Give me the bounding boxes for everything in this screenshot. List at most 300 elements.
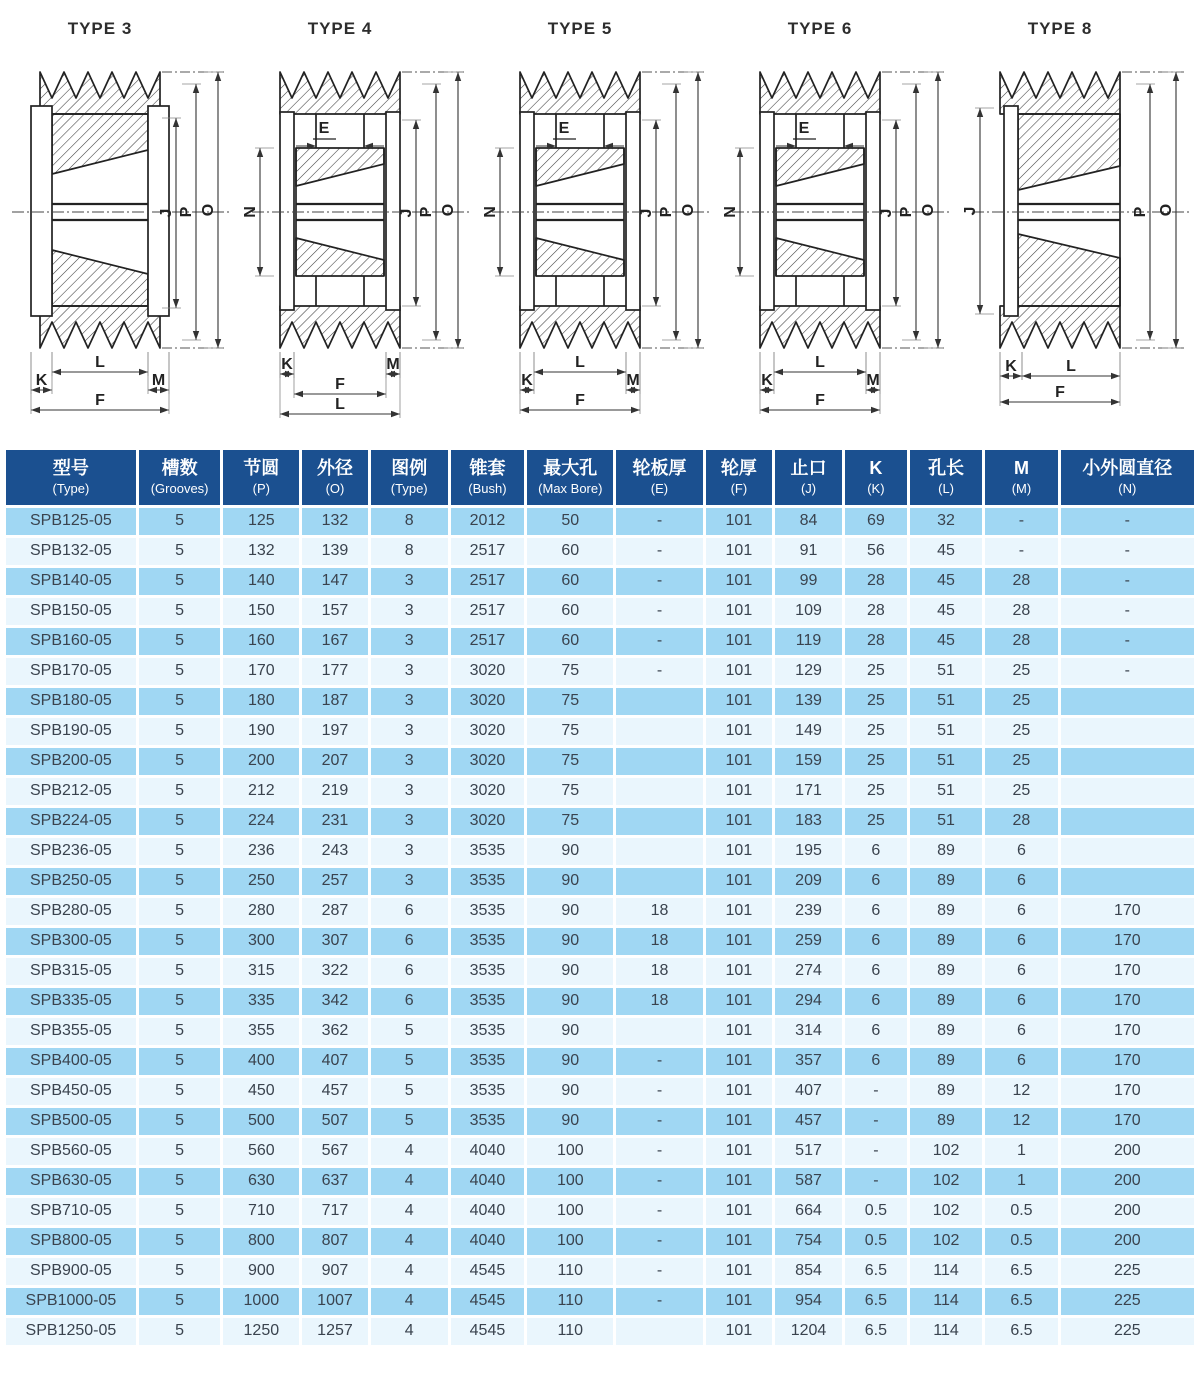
cell-web-thickness-e: - — [616, 1138, 702, 1165]
cell-bush: 4545 — [451, 1318, 525, 1345]
cell-pitch-diameter: 1250 — [223, 1318, 299, 1345]
cell-grooves: 5 — [139, 748, 221, 775]
cell-web-thickness-e: - — [616, 598, 702, 625]
cell-bush: 4040 — [451, 1198, 525, 1225]
dimension-label-F: F — [95, 392, 105, 409]
cell-spigot-j: 91 — [775, 538, 842, 565]
cell-bush: 2517 — [451, 568, 525, 595]
cell-grooves: 5 — [139, 508, 221, 535]
dimension-label-L: L — [95, 354, 105, 371]
cell-grooves: 5 — [139, 658, 221, 685]
col-header-cn: 孔长 — [928, 458, 965, 478]
dimension-label-O: O — [1158, 203, 1175, 217]
cell-k: - — [845, 1138, 907, 1165]
cell-web-thickness-e: 18 — [616, 898, 702, 925]
col-header-cn: 锥套 — [469, 458, 506, 478]
cell-web-thickness-e: - — [616, 538, 702, 565]
dimension-label-E: E — [558, 120, 570, 137]
cell-wheel-width-f: 101 — [706, 1108, 773, 1135]
cell-type: SPB132-05 — [6, 538, 136, 565]
cell-pitch-diameter: 224 — [223, 808, 299, 835]
cell-bore-length-l: 89 — [910, 868, 982, 895]
cell-outer-diameter: 907 — [302, 1258, 367, 1285]
cell-type: SPB140-05 — [6, 568, 136, 595]
cell-k: 25 — [845, 808, 907, 835]
cell-outer-diameter: 243 — [302, 838, 367, 865]
cell-web-thickness-e: - — [616, 508, 702, 535]
cell-grooves: 5 — [139, 598, 221, 625]
cell-max-bore: 75 — [527, 718, 613, 745]
cell-max-bore: 100 — [527, 1138, 613, 1165]
pulley-drawing-svg — [0, 0, 240, 440]
col-header-cn: M — [1013, 458, 1029, 478]
cell-bush: 3535 — [451, 898, 525, 925]
cell-web-thickness-e — [616, 1318, 702, 1345]
cell-bush: 3020 — [451, 808, 525, 835]
cell-m: 0.5 — [985, 1198, 1057, 1225]
cell-bore-length-l: 89 — [910, 958, 982, 985]
cell-outer-diameter: 147 — [302, 568, 367, 595]
cell-spigot-j: 109 — [775, 598, 842, 625]
table-row — [6, 778, 1194, 805]
diagram-title: TYPE 4 — [307, 19, 373, 38]
diagram-type-5 — [480, 0, 720, 445]
cell-figure-type: 4 — [371, 1258, 448, 1285]
dimension-label-M: M — [866, 372, 880, 389]
cell-spigot-j: 84 — [775, 508, 842, 535]
cell-web-thickness-e — [616, 808, 702, 835]
cell-pitch-diameter: 170 — [223, 658, 299, 685]
cell-spigot-j: 587 — [775, 1168, 842, 1195]
dimension-label-O: O — [920, 203, 937, 217]
col-header-m — [985, 450, 1057, 505]
cell-max-bore: 90 — [527, 988, 613, 1015]
cell-bush: 3535 — [451, 1078, 525, 1105]
cell-wheel-width-f: 101 — [706, 688, 773, 715]
cell-small-od-n: 170 — [1061, 1048, 1194, 1075]
cell-m: 0.5 — [985, 1228, 1057, 1255]
cell-grooves: 5 — [139, 868, 221, 895]
cell-wheel-width-f: 101 — [706, 958, 773, 985]
col-header-en: (Bush) — [468, 480, 507, 496]
cell-bush: 3535 — [451, 838, 525, 865]
cell-web-thickness-e — [616, 748, 702, 775]
cell-type: SPB315-05 — [6, 958, 136, 985]
pulley-drawing-svg — [480, 0, 720, 440]
cell-grooves: 5 — [139, 628, 221, 655]
cell-max-bore: 110 — [527, 1318, 613, 1345]
cell-wheel-width-f: 101 — [706, 1048, 773, 1075]
cell-figure-type: 3 — [371, 808, 448, 835]
cell-m: 6.5 — [985, 1318, 1057, 1345]
cell-web-thickness-e: - — [616, 1198, 702, 1225]
dimension-label-F: F — [335, 376, 345, 393]
cell-outer-diameter: 322 — [302, 958, 367, 985]
cell-grooves: 5 — [139, 1138, 221, 1165]
col-header-k — [845, 450, 907, 505]
col-header-cn: 图例 — [391, 458, 428, 478]
col-header-max-bore — [527, 450, 613, 505]
cell-k: 0.5 — [845, 1198, 907, 1225]
col-header-cn: 槽数 — [161, 458, 198, 478]
col-header-cn: 小外圆直径 — [1082, 458, 1173, 478]
cell-spigot-j: 457 — [775, 1108, 842, 1135]
dimension-label-M: M — [151, 372, 166, 389]
cell-figure-type: 5 — [371, 1108, 448, 1135]
dimension-label-O: O — [440, 203, 457, 217]
cell-pitch-diameter: 190 — [223, 718, 299, 745]
cell-grooves: 5 — [139, 1018, 221, 1045]
cell-bore-length-l: 51 — [910, 748, 982, 775]
dimension-label-F: F — [1055, 384, 1065, 401]
cell-k: 6 — [845, 958, 907, 985]
cell-bore-length-l: 32 — [910, 508, 982, 535]
cell-small-od-n: - — [1061, 568, 1194, 595]
cell-spigot-j: 357 — [775, 1048, 842, 1075]
cell-bore-length-l: 89 — [910, 1018, 982, 1045]
pulley-drawing-svg — [720, 0, 960, 440]
dimension-label-N: N — [242, 206, 259, 218]
cell-type: SPB300-05 — [6, 928, 136, 955]
cell-bore-length-l: 45 — [910, 568, 982, 595]
cell-bore-length-l: 102 — [910, 1168, 982, 1195]
cell-grooves: 5 — [139, 808, 221, 835]
cell-k: 6 — [845, 838, 907, 865]
cell-spigot-j: 407 — [775, 1078, 842, 1105]
cell-wheel-width-f: 101 — [706, 508, 773, 535]
cell-web-thickness-e: - — [616, 658, 702, 685]
cell-web-thickness-e — [616, 868, 702, 895]
diagram-type-3 — [0, 0, 240, 445]
cell-spigot-j: 171 — [775, 778, 842, 805]
cell-figure-type: 3 — [371, 748, 448, 775]
cell-small-od-n: - — [1061, 508, 1194, 535]
cell-figure-type: 6 — [371, 958, 448, 985]
cell-small-od-n: 225 — [1061, 1318, 1194, 1345]
cell-type: SPB200-05 — [6, 748, 136, 775]
cell-bore-length-l: 45 — [910, 598, 982, 625]
cell-spigot-j: 209 — [775, 868, 842, 895]
table-row — [6, 1228, 1194, 1255]
table-row — [6, 658, 1194, 685]
cell-k: 6.5 — [845, 1288, 907, 1315]
table-row — [6, 928, 1194, 955]
cell-pitch-diameter: 800 — [223, 1228, 299, 1255]
cell-bore-length-l: 114 — [910, 1318, 982, 1345]
cell-small-od-n — [1061, 778, 1194, 805]
cell-m: 6 — [985, 868, 1057, 895]
cell-pitch-diameter: 236 — [223, 838, 299, 865]
cell-bore-length-l: 89 — [910, 988, 982, 1015]
cell-m: 25 — [985, 658, 1057, 685]
cell-max-bore: 90 — [527, 868, 613, 895]
cell-grooves: 5 — [139, 898, 221, 925]
cell-small-od-n: 200 — [1061, 1228, 1194, 1255]
col-header-cn: 节圆 — [243, 458, 280, 478]
cell-pitch-diameter: 280 — [223, 898, 299, 925]
cell-spigot-j: 99 — [775, 568, 842, 595]
cell-m: 28 — [985, 628, 1057, 655]
cell-outer-diameter: 362 — [302, 1018, 367, 1045]
cell-outer-diameter: 342 — [302, 988, 367, 1015]
cell-m: - — [985, 508, 1057, 535]
cell-pitch-diameter: 335 — [223, 988, 299, 1015]
col-header-en: (M) — [1011, 480, 1032, 496]
cell-m: 6 — [985, 928, 1057, 955]
pulley-drawing-svg — [240, 0, 480, 440]
cell-small-od-n: 170 — [1061, 898, 1194, 925]
table-row — [6, 868, 1194, 895]
cell-max-bore: 75 — [527, 808, 613, 835]
cell-web-thickness-e: - — [616, 1078, 702, 1105]
cell-web-thickness-e — [616, 778, 702, 805]
cell-grooves: 5 — [139, 1078, 221, 1105]
cell-spigot-j: 129 — [775, 658, 842, 685]
cell-small-od-n: 170 — [1061, 1018, 1194, 1045]
table-row — [6, 568, 1194, 595]
table-row — [6, 508, 1194, 535]
dimension-label-P: P — [898, 206, 915, 218]
cell-grooves: 5 — [139, 568, 221, 595]
dimension-label-K: K — [35, 372, 48, 389]
cell-web-thickness-e: 18 — [616, 928, 702, 955]
cell-bore-length-l: 51 — [910, 658, 982, 685]
cell-web-thickness-e: 18 — [616, 958, 702, 985]
col-header-figure-type — [371, 450, 448, 505]
dimension-label-L: L — [575, 354, 585, 371]
cell-k: 6 — [845, 898, 907, 925]
cell-grooves: 5 — [139, 688, 221, 715]
cell-web-thickness-e: - — [616, 1228, 702, 1255]
cell-m: 25 — [985, 718, 1057, 745]
col-header-wheel-width-f — [706, 450, 773, 505]
cell-spigot-j: 259 — [775, 928, 842, 955]
cell-figure-type: 3 — [371, 598, 448, 625]
cell-bush: 4545 — [451, 1258, 525, 1285]
cell-wheel-width-f: 101 — [706, 1318, 773, 1345]
table-row — [6, 958, 1194, 985]
cell-bush: 3020 — [451, 748, 525, 775]
cell-type: SPB280-05 — [6, 898, 136, 925]
cell-pitch-diameter: 400 — [223, 1048, 299, 1075]
cell-wheel-width-f: 101 — [706, 868, 773, 895]
cell-type: SPB560-05 — [6, 1138, 136, 1165]
cell-web-thickness-e — [616, 1018, 702, 1045]
cell-k: 25 — [845, 718, 907, 745]
table-row — [6, 1318, 1194, 1345]
cell-spigot-j: 517 — [775, 1138, 842, 1165]
cell-figure-type: 5 — [371, 1018, 448, 1045]
cell-spigot-j: 119 — [775, 628, 842, 655]
cell-max-bore: 100 — [527, 1228, 613, 1255]
cell-max-bore: 90 — [527, 1048, 613, 1075]
cell-bore-length-l: 114 — [910, 1258, 982, 1285]
cell-web-thickness-e: 18 — [616, 988, 702, 1015]
table-row — [6, 538, 1194, 565]
table-row — [6, 1288, 1194, 1315]
cell-type: SPB170-05 — [6, 658, 136, 685]
cell-bore-length-l: 89 — [910, 838, 982, 865]
cell-k: 28 — [845, 598, 907, 625]
cell-bush: 3535 — [451, 1018, 525, 1045]
cell-m: 6 — [985, 838, 1057, 865]
cell-small-od-n: - — [1061, 598, 1194, 625]
col-header-small-od-n — [1061, 450, 1194, 505]
cell-web-thickness-e — [616, 838, 702, 865]
cell-web-thickness-e: - — [616, 628, 702, 655]
col-header-web-thickness-e — [616, 450, 702, 505]
cell-spigot-j: 854 — [775, 1258, 842, 1285]
table-row — [6, 1168, 1194, 1195]
cell-pitch-diameter: 160 — [223, 628, 299, 655]
cell-k: 6 — [845, 1048, 907, 1075]
cell-web-thickness-e — [616, 718, 702, 745]
cell-type: SPB125-05 — [6, 508, 136, 535]
cell-small-od-n: - — [1061, 658, 1194, 685]
cell-m: 6 — [985, 1018, 1057, 1045]
cell-wheel-width-f: 101 — [706, 1288, 773, 1315]
cell-spigot-j: 139 — [775, 688, 842, 715]
cell-type: SPB236-05 — [6, 838, 136, 865]
cell-small-od-n — [1061, 808, 1194, 835]
cell-bush: 3535 — [451, 868, 525, 895]
col-header-cn: 轮板厚 — [632, 458, 687, 478]
cell-outer-diameter: 457 — [302, 1078, 367, 1105]
cell-max-bore: 110 — [527, 1258, 613, 1285]
dimension-label-F: F — [575, 392, 585, 409]
cell-outer-diameter: 507 — [302, 1108, 367, 1135]
cell-max-bore: 90 — [527, 958, 613, 985]
cell-bush: 3020 — [451, 688, 525, 715]
cell-bore-length-l: 114 — [910, 1288, 982, 1315]
col-header-cn: 型号 — [52, 458, 89, 478]
cell-figure-type: 3 — [371, 628, 448, 655]
table-row — [6, 898, 1194, 925]
cell-bore-length-l: 45 — [910, 628, 982, 655]
cell-pitch-diameter: 450 — [223, 1078, 299, 1105]
cell-bush: 3535 — [451, 1108, 525, 1135]
cell-figure-type: 5 — [371, 1078, 448, 1105]
cell-bush: 4040 — [451, 1168, 525, 1195]
cell-figure-type: 3 — [371, 568, 448, 595]
col-header-spigot-j — [775, 450, 842, 505]
dimension-label-L: L — [815, 354, 825, 371]
cell-k: 56 — [845, 538, 907, 565]
cell-pitch-diameter: 200 — [223, 748, 299, 775]
cell-figure-type: 3 — [371, 778, 448, 805]
cell-outer-diameter: 807 — [302, 1228, 367, 1255]
cell-grooves: 5 — [139, 1288, 221, 1315]
col-header-en: (L) — [938, 480, 954, 496]
cell-max-bore: 90 — [527, 1108, 613, 1135]
cell-bore-length-l: 102 — [910, 1198, 982, 1225]
cell-m: 28 — [985, 598, 1057, 625]
cell-figure-type: 5 — [371, 1048, 448, 1075]
cell-wheel-width-f: 101 — [706, 988, 773, 1015]
cell-small-od-n: 200 — [1061, 1198, 1194, 1225]
cell-web-thickness-e: - — [616, 568, 702, 595]
dimension-label-J: J — [398, 208, 415, 218]
cell-bush: 2517 — [451, 538, 525, 565]
cell-grooves: 5 — [139, 928, 221, 955]
cell-spigot-j: 1204 — [775, 1318, 842, 1345]
cell-m: 6 — [985, 1048, 1057, 1075]
cell-bush: 3020 — [451, 718, 525, 745]
cell-max-bore: 75 — [527, 658, 613, 685]
cell-grooves: 5 — [139, 538, 221, 565]
cell-figure-type: 4 — [371, 1138, 448, 1165]
cell-max-bore: 90 — [527, 1018, 613, 1045]
dimension-label-E: E — [798, 120, 810, 137]
cell-wheel-width-f: 101 — [706, 838, 773, 865]
cell-wheel-width-f: 101 — [706, 1138, 773, 1165]
cell-web-thickness-e: - — [616, 1258, 702, 1285]
cell-bore-length-l: 102 — [910, 1228, 982, 1255]
cell-figure-type: 3 — [371, 718, 448, 745]
cell-type: SPB150-05 — [6, 598, 136, 625]
cell-max-bore: 75 — [527, 748, 613, 775]
col-header-bore-length-l — [910, 450, 982, 505]
cell-pitch-diameter: 630 — [223, 1168, 299, 1195]
cell-k: 6 — [845, 988, 907, 1015]
cell-type: SPB224-05 — [6, 808, 136, 835]
cell-k: 0.5 — [845, 1228, 907, 1255]
cell-k: 6.5 — [845, 1318, 907, 1345]
cell-max-bore: 50 — [527, 508, 613, 535]
dimension-label-J: J — [878, 208, 895, 218]
cell-max-bore: 100 — [527, 1198, 613, 1225]
col-header-outer-diameter — [302, 450, 367, 505]
cell-pitch-diameter: 212 — [223, 778, 299, 805]
cell-wheel-width-f: 101 — [706, 1168, 773, 1195]
cell-m: 6.5 — [985, 1258, 1057, 1285]
cell-web-thickness-e: - — [616, 1048, 702, 1075]
cell-outer-diameter: 139 — [302, 538, 367, 565]
col-header-en: (P) — [252, 480, 270, 496]
cell-max-bore: 60 — [527, 628, 613, 655]
cell-figure-type: 8 — [371, 538, 448, 565]
col-header-en: (N) — [1118, 480, 1137, 496]
cell-k: 25 — [845, 778, 907, 805]
dimension-label-N: N — [482, 206, 499, 218]
cell-bush: 3535 — [451, 1048, 525, 1075]
cell-m: 28 — [985, 568, 1057, 595]
cell-figure-type: 6 — [371, 928, 448, 955]
cell-outer-diameter: 257 — [302, 868, 367, 895]
cell-bore-length-l: 89 — [910, 1078, 982, 1105]
cell-grooves: 5 — [139, 778, 221, 805]
dimension-label-P: P — [658, 206, 675, 218]
cell-type: SPB450-05 — [6, 1078, 136, 1105]
cell-small-od-n: 200 — [1061, 1138, 1194, 1165]
cell-wheel-width-f: 101 — [706, 1258, 773, 1285]
cell-k: 6.5 — [845, 1258, 907, 1285]
cell-type: SPB1000-05 — [6, 1288, 136, 1315]
cell-bore-length-l: 45 — [910, 538, 982, 565]
table-row — [6, 1018, 1194, 1045]
dimension-label-P: P — [1132, 206, 1149, 218]
cell-outer-diameter: 167 — [302, 628, 367, 655]
cell-m: - — [985, 538, 1057, 565]
cell-max-bore: 110 — [527, 1288, 613, 1315]
col-header-en: (F) — [730, 480, 748, 496]
cell-small-od-n: 200 — [1061, 1168, 1194, 1195]
cell-web-thickness-e: - — [616, 1168, 702, 1195]
cell-outer-diameter: 187 — [302, 688, 367, 715]
cell-type: SPB500-05 — [6, 1108, 136, 1135]
cell-k: - — [845, 1078, 907, 1105]
cell-small-od-n: 170 — [1061, 928, 1194, 955]
